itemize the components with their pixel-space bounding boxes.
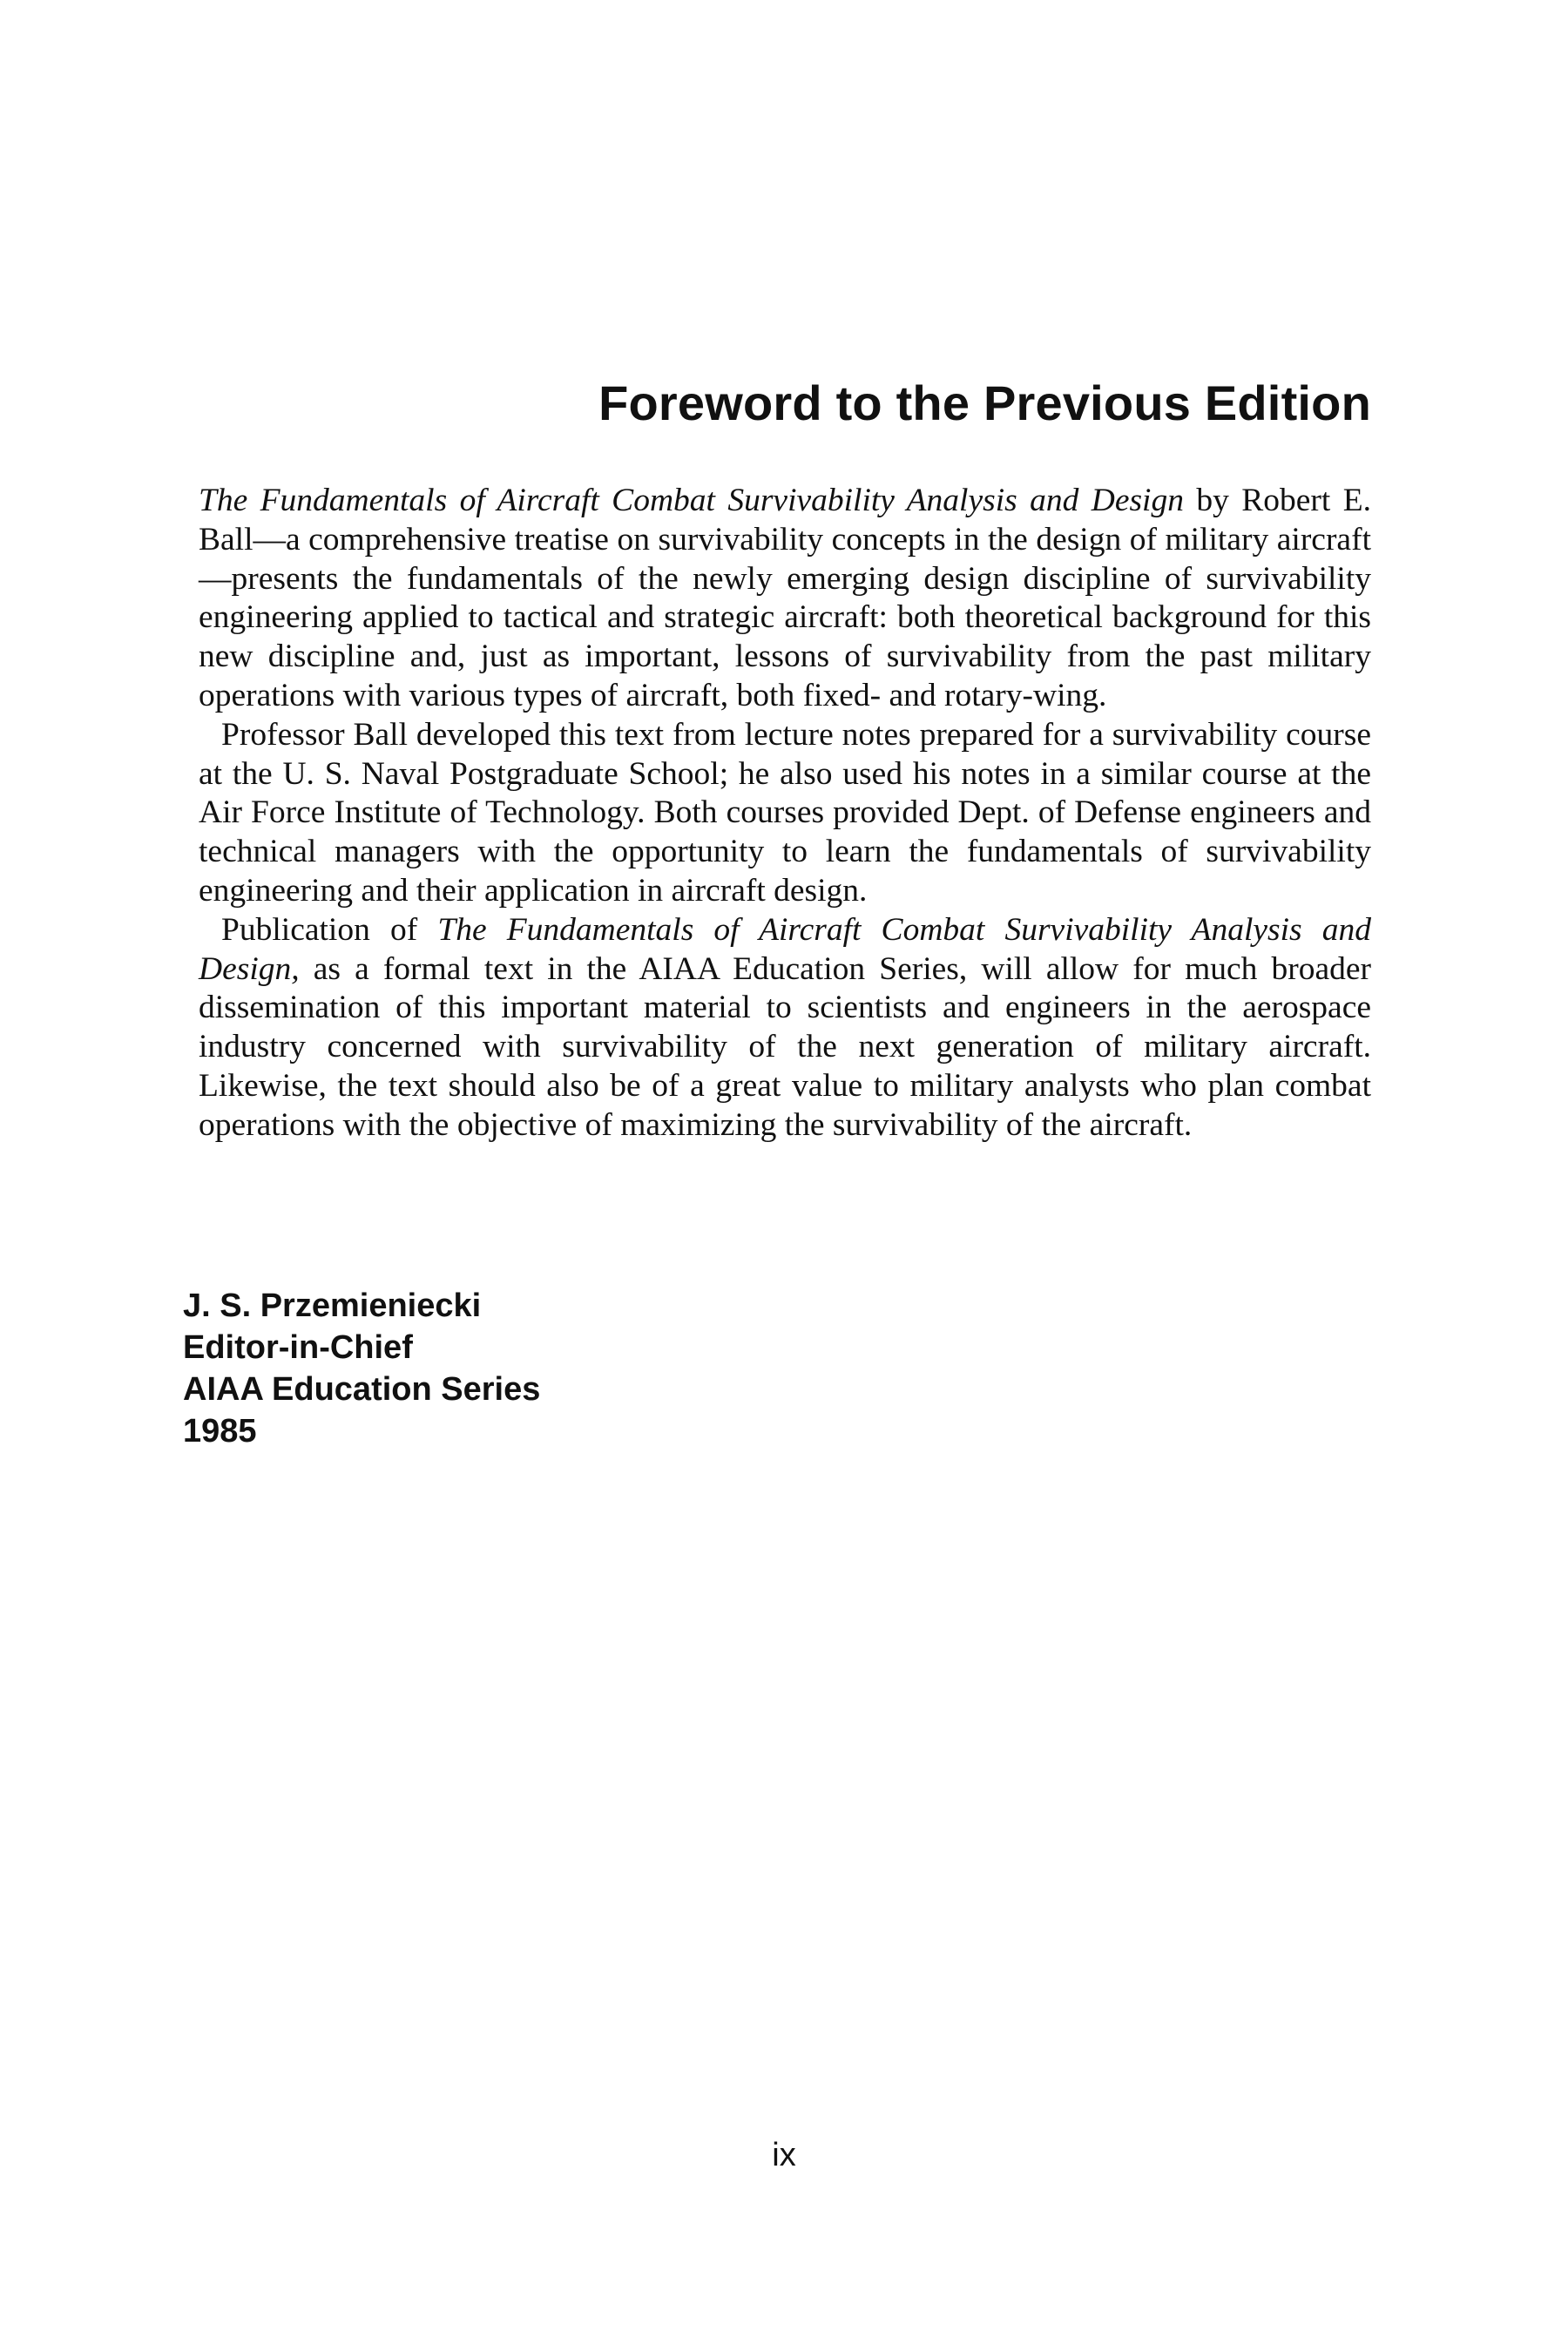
page-number: ix	[772, 2137, 796, 2173]
paragraph-3	[199, 911, 1371, 1145]
paragraph-3-lead: Publication of	[221, 911, 438, 948]
paragraph-3-text: as a formal text in the AIAA Education Series, will allow for much broader dissemination of this important material to scientists and engineers in the aerospace industry concerned with survivability of the next generation of military aircraft. Likewise, the text should also be of a great value to military analysts who plan combat operations with the objective of maximizing the survivability of the aircraft.	[199, 950, 1371, 1143]
signature-block	[183, 1285, 540, 1452]
signature-year: 1985	[183, 1413, 257, 1450]
paragraph-1-text: by Robert E. Ball—a comprehensive treatise on survivability concepts in the design of military aircraft—presents the fundamentals of the newly emerging design discipline of survivability engineering applied to tactical and strategic aircraft: both theoretical background for this new discipline and, just as important, lessons of survivability from the past military operations with various types of aircraft, both fixed- and rotary-wing.	[199, 483, 1371, 713]
book-title-italic: The Fundamentals of Aircraft Combat Survivability Analysis and Design	[199, 483, 1184, 518]
paragraph-2	[199, 716, 1371, 911]
paragraph-1	[199, 482, 1371, 716]
book-title-italic-2: The Fundamentals of Aircraft Combat Survivability Analysis and Design,	[199, 911, 1372, 987]
paragraph-2-text: Professor Ball developed this text from lecture notes prepared for a survivability course at the U. S. Naval Postgraduate School; he also used his notes in a similar course at the Air Force Institute of Technology. Both courses provided Dept. of Defense engineers and technical managers with the opportunity to learn the fundamentals of survivability engineering and their application in aircraft design.	[199, 716, 1371, 909]
foreword-body	[199, 482, 1371, 1145]
signature-name: J. S. Przemieniecki	[183, 1287, 482, 1324]
signature-series: AIAA Education Series	[183, 1371, 541, 1408]
page-title: Foreword to the Previous Edition	[598, 375, 1371, 430]
signature-role: Editor-in-Chief	[183, 1329, 413, 1366]
